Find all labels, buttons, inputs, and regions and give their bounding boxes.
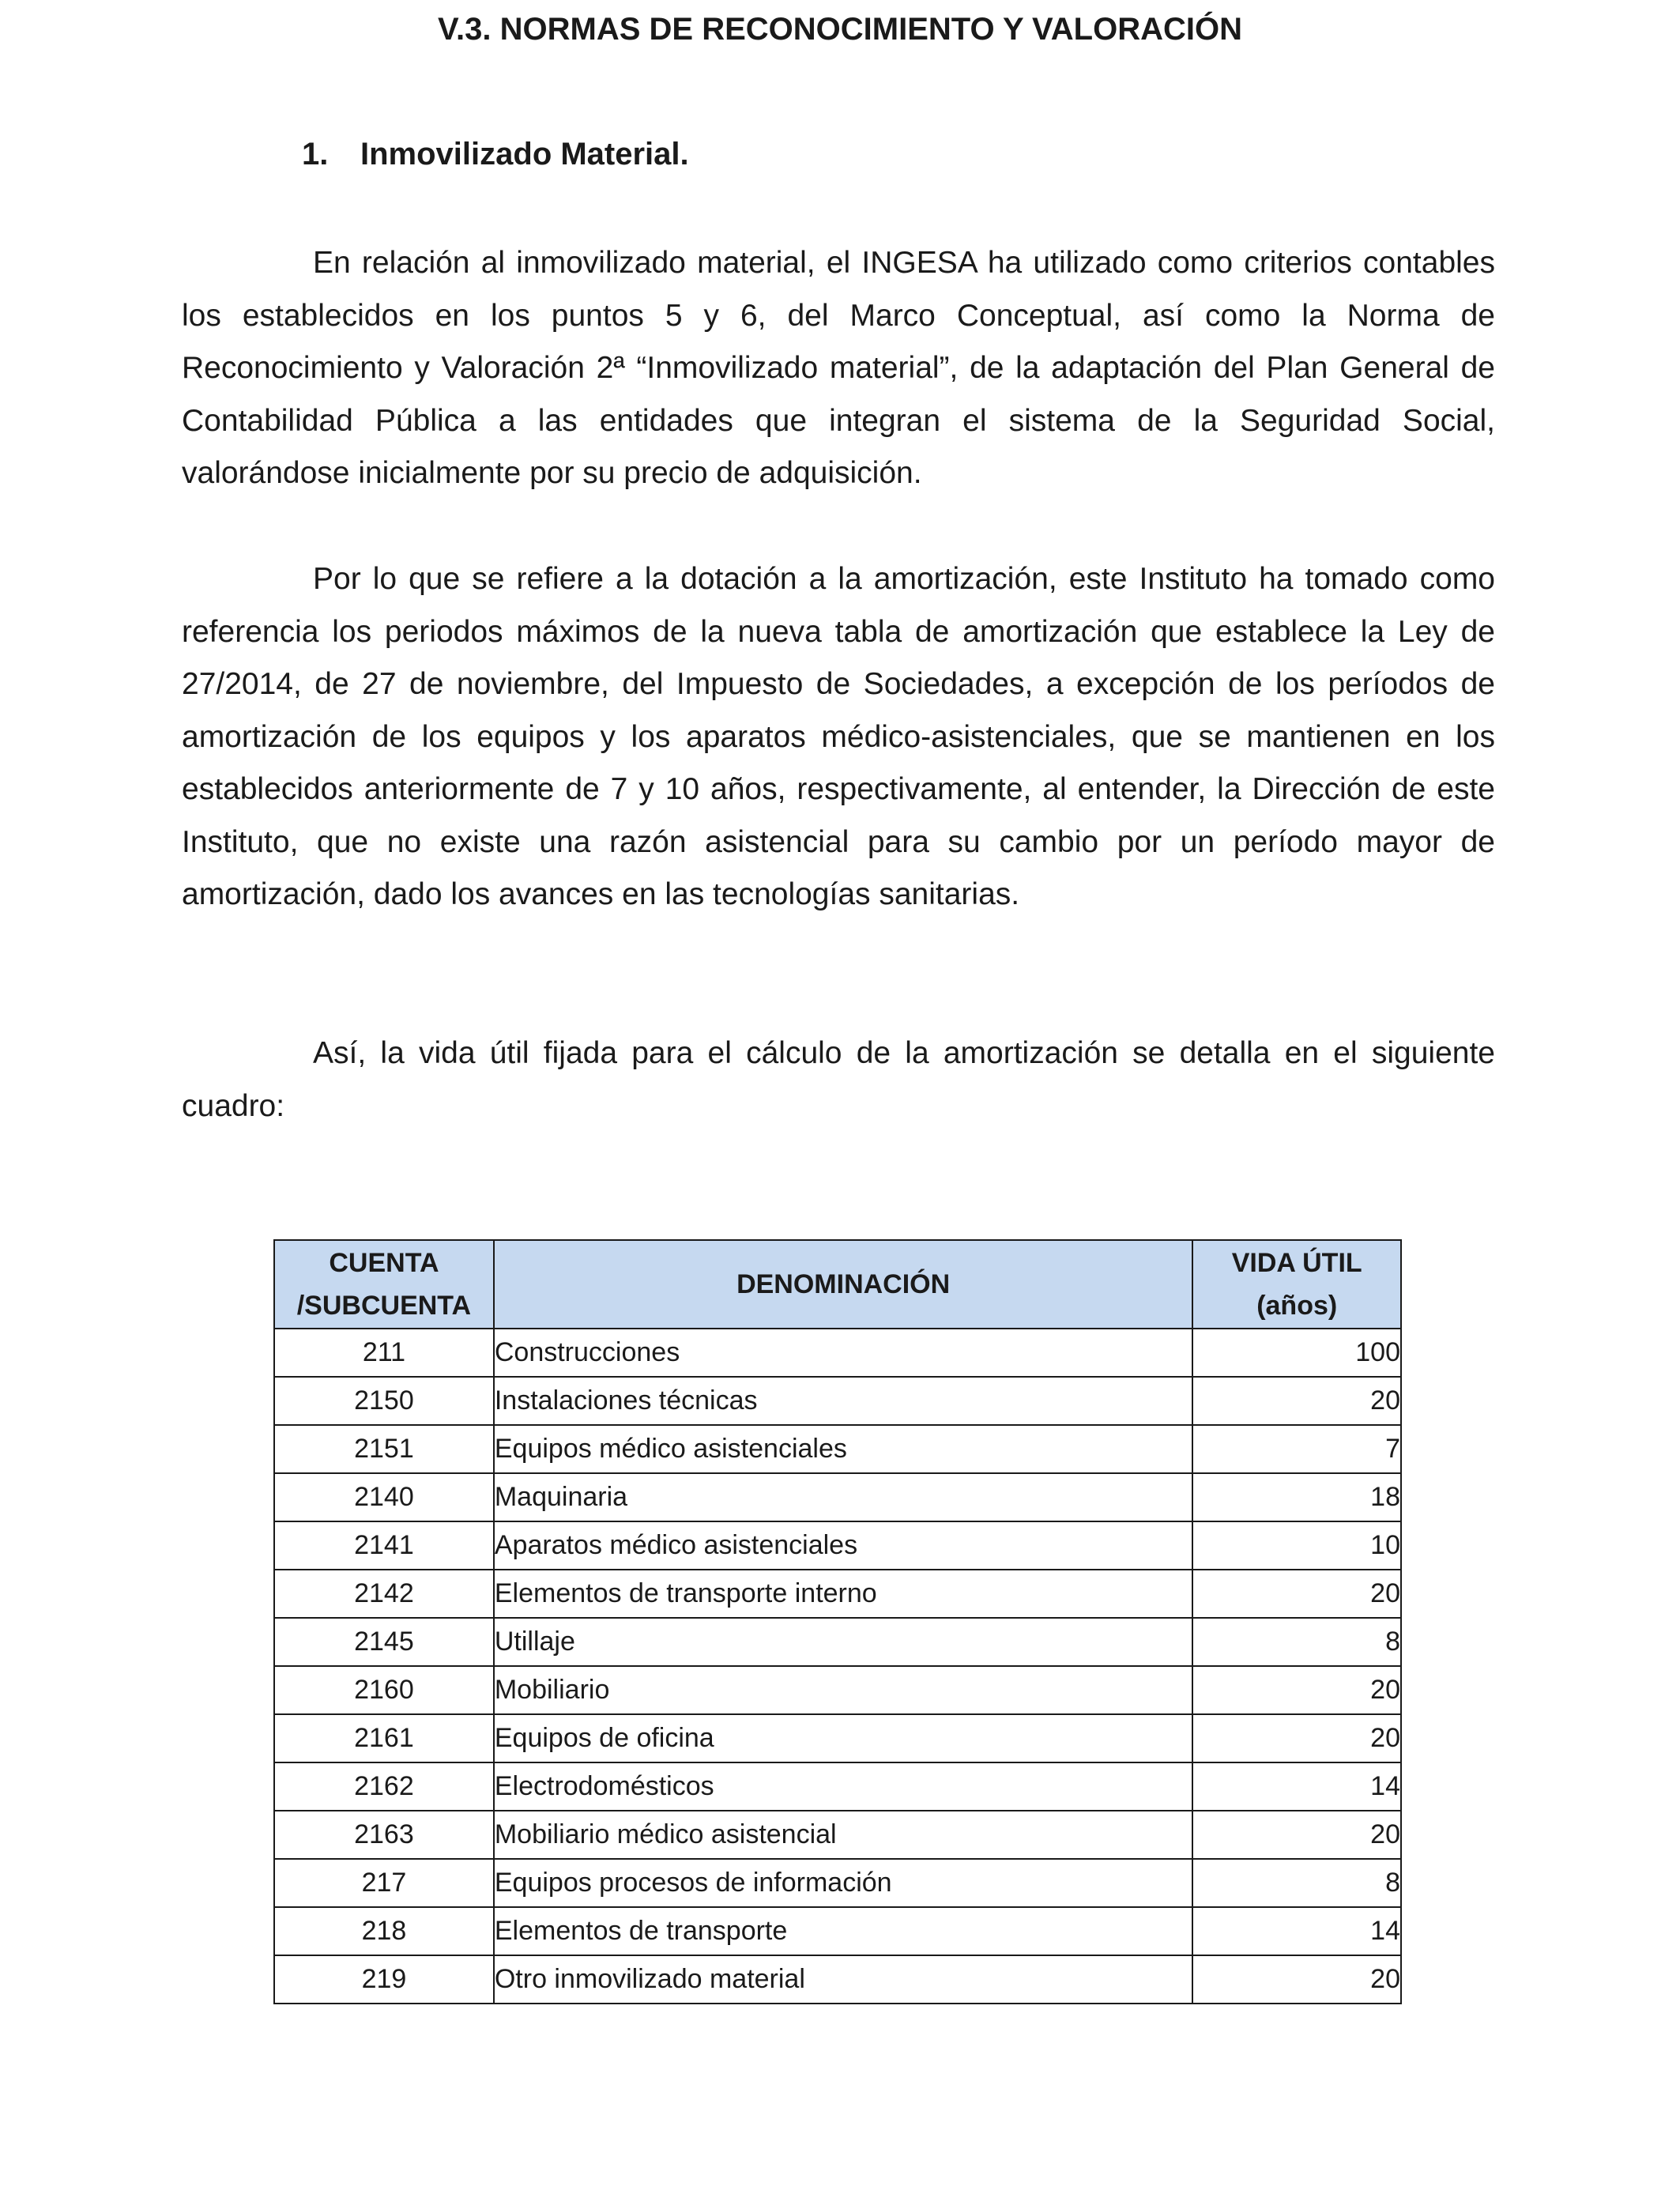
cell-cuenta: 2140 — [274, 1473, 494, 1521]
cell-denominacion: Aparatos médico asistenciales — [494, 1521, 1193, 1570]
table-row — [274, 1425, 1401, 1473]
cell-cuenta: 2163 — [274, 1811, 494, 1859]
header-cuenta-line2: /SUBCUENTA — [296, 1291, 472, 1321]
cell-cuenta: 2161 — [274, 1714, 494, 1762]
table-row — [274, 1329, 1401, 1377]
table-row — [274, 1521, 1401, 1570]
cell-cuenta: 2142 — [274, 1570, 494, 1618]
table-row — [274, 1570, 1401, 1618]
cell-cuenta: 2145 — [274, 1618, 494, 1666]
table-row — [274, 1473, 1401, 1521]
cell-cuenta: 2160 — [274, 1666, 494, 1714]
table-row — [274, 1762, 1401, 1811]
cell-vida-util: 20 — [1192, 1811, 1401, 1859]
cell-denominacion: Equipos procesos de información — [494, 1859, 1193, 1907]
cell-cuenta: 2150 — [274, 1377, 494, 1425]
header-vida-util — [1192, 1240, 1401, 1329]
cell-cuenta: 211 — [274, 1329, 494, 1377]
header-cuenta — [274, 1240, 494, 1329]
cell-vida-util: 100 — [1192, 1329, 1401, 1377]
cell-vida-util: 20 — [1192, 1570, 1401, 1618]
cell-denominacion: Construcciones — [494, 1329, 1193, 1377]
cell-vida-util: 20 — [1192, 1955, 1401, 2004]
cell-denominacion: Maquinaria — [494, 1473, 1193, 1521]
cell-denominacion: Otro inmovilizado material — [494, 1955, 1193, 2004]
header-vida-line1: VIDA ÚTIL — [1231, 1248, 1362, 1278]
table-row — [274, 1811, 1401, 1859]
cell-denominacion: Elementos de transporte — [494, 1907, 1193, 1955]
header-cuenta-line1: CUENTA — [329, 1248, 439, 1278]
cell-vida-util: 14 — [1192, 1907, 1401, 1955]
cell-cuenta: 2162 — [274, 1762, 494, 1811]
cell-denominacion: Mobiliario médico asistencial — [494, 1811, 1193, 1859]
table-row — [274, 1907, 1401, 1955]
table-row — [274, 1859, 1401, 1907]
page-title: V.3. NORMAS DE RECONOCIMIENTO Y VALORACIÓN — [438, 12, 1242, 47]
section-number: 1. — [302, 137, 329, 172]
cell-denominacion: Utillaje — [494, 1618, 1193, 1666]
section-title: Inmovilizado Material. — [360, 137, 689, 172]
cell-vida-util: 18 — [1192, 1473, 1401, 1521]
table-row — [274, 1714, 1401, 1762]
cell-vida-util: 20 — [1192, 1666, 1401, 1714]
table-row — [274, 1666, 1401, 1714]
cell-cuenta: 217 — [274, 1859, 494, 1907]
table-row — [274, 1955, 1401, 2004]
paragraph-dotacion-amortizacion: Por lo que se refiere a la dotación a la amortización, este Instituto ha tomado como referencia los periodos máximos de la nueva tabla de amortización que establece la Ley de 27/2014, de 27 de noviembre, del Impuesto de Sociedades, a excepción de los períodos de amortización de los equipos y los aparatos médico-asistenciales, que se mantienen en los establecidos anteriormente de 7 y 10 años, respectivamente, al entender, la Dirección de este Instituto, que no existe una razón asistencial para su cambio por un período mayor de amortización, dado los avances en las tecnologías sanitarias. — [182, 562, 1495, 911]
paragraph-vida-util-intro: Así, la vida útil fijada para el cálculo de la amortización se detalla en el siguiente cuadro: — [182, 1036, 1495, 1123]
paragraph-criterios-contables: En relación al inmovilizado material, el INGESA ha utilizado como criterios contables los establecidos en los puntos 5 y 6, del Marco Conceptual, así como la Norma de Reconocimiento y Valoración 2ª “Inmovilizado material”, de la adaptación del Plan General de Contabilidad Pública a las entidades que integran el sistema de la Seguridad Social, valorándose inicialmente por su precio de adquisición. — [182, 246, 1495, 490]
cell-denominacion: Elementos de transporte interno — [494, 1570, 1193, 1618]
cell-denominacion: Electrodomésticos — [494, 1762, 1193, 1811]
cell-denominacion: Equipos de oficina — [494, 1714, 1193, 1762]
cell-vida-util: 8 — [1192, 1618, 1401, 1666]
table-row — [274, 1618, 1401, 1666]
cell-cuenta: 2141 — [274, 1521, 494, 1570]
header-denominacion: DENOMINACIÓN — [494, 1240, 1193, 1329]
cell-cuenta: 2151 — [274, 1425, 494, 1473]
cell-denominacion: Equipos médico asistenciales — [494, 1425, 1193, 1473]
cell-vida-util: 7 — [1192, 1425, 1401, 1473]
cell-denominacion: Instalaciones técnicas — [494, 1377, 1193, 1425]
cell-vida-util: 8 — [1192, 1859, 1401, 1907]
cell-cuenta: 218 — [274, 1907, 494, 1955]
section-heading — [302, 133, 689, 175]
header-vida-line2: (años) — [1256, 1291, 1338, 1321]
cell-vida-util: 20 — [1192, 1377, 1401, 1425]
cell-vida-util: 10 — [1192, 1521, 1401, 1570]
cell-cuenta: 219 — [274, 1955, 494, 2004]
cell-vida-util: 14 — [1192, 1762, 1401, 1811]
cell-vida-util: 20 — [1192, 1714, 1401, 1762]
amortization-table — [273, 1239, 1402, 2004]
table-row — [274, 1377, 1401, 1425]
cell-denominacion: Mobiliario — [494, 1666, 1193, 1714]
table-header-row — [274, 1240, 1401, 1329]
